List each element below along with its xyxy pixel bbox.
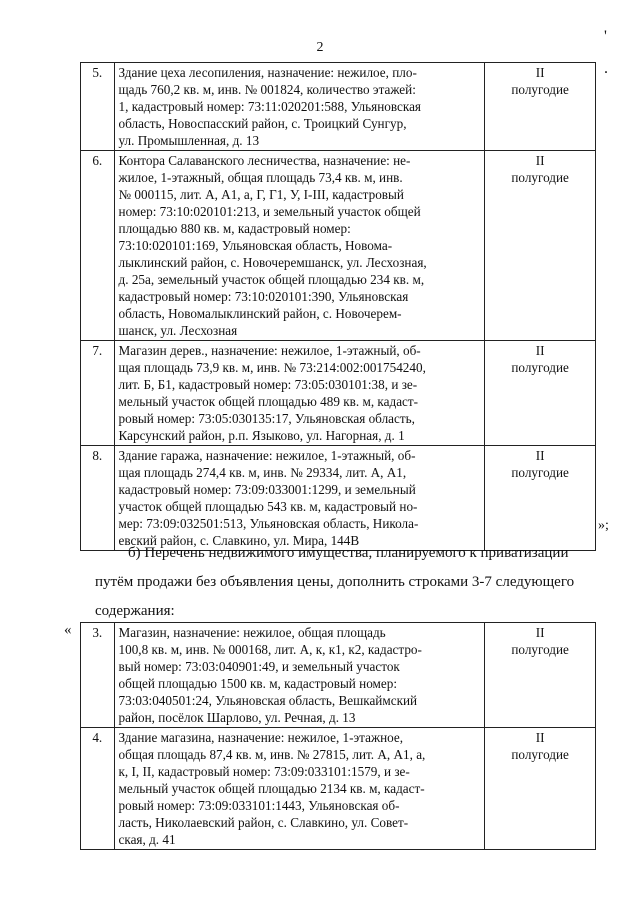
privatization-period: [485, 728, 596, 850]
description-line: 73:10:020101:169, Ульяновская область, Новома-: [118, 238, 393, 253]
property-row: [81, 728, 596, 850]
paragraph-line: б) Перечень недвижимого имущества, планируемого к приватизации: [128, 545, 569, 561]
property-description: [114, 446, 485, 551]
property-table-2: [80, 622, 596, 850]
property-description: [114, 341, 485, 446]
privatization-period: [485, 623, 596, 728]
description-line: Магазин, назначение: нежилое, общая площадь: [118, 625, 386, 640]
description-line: щая площадь 73,9 кв. м, инв. № 73:214:002:001754240,: [118, 360, 426, 375]
description-line: 73:03:040501:24, Ульяновская область, Вешкаймский: [118, 693, 418, 708]
description-line: Здание цеха лесопиления, назначение: нежилое, пло-: [118, 65, 417, 80]
table1-closing-quote: »;: [598, 518, 609, 533]
description-line: жилое, 1-этажный, общая площадь 73,4 кв. м, инв.: [118, 170, 403, 185]
row-number: 5.: [81, 63, 115, 151]
description-line: область, Новоспасский район, с. Троицкий Сунгур,: [118, 116, 407, 131]
description-line: к, I, II, кадастровый номер: 73:09:033101:1579, и зе-: [118, 764, 410, 779]
description-line: 1, кадастровый номер: 73:11:020201:588, Ульяновская: [118, 99, 421, 114]
description-line: щая площадь 274,4 кв. м, инв. № 29334, лит. А, А1,: [118, 465, 407, 480]
property-row: [81, 151, 596, 341]
property-description: [114, 728, 485, 850]
page-number: 2: [316, 40, 324, 55]
description-line: номер: 73:10:020101:213, и земельный участок общей: [118, 204, 421, 219]
period-line: полугодие: [511, 642, 569, 657]
row-number: 8.: [81, 446, 115, 551]
row-number: 3.: [81, 623, 115, 728]
property-row: [81, 63, 596, 151]
privatization-period: [485, 63, 596, 151]
period-line: II: [535, 730, 545, 745]
description-line: участок общей площадью 543 кв. м, кадастровый но-: [118, 499, 418, 514]
privatization-period: [485, 341, 596, 446]
description-line: лыклинский район, с. Новочеремшанск, ул. Лесхозная,: [118, 255, 427, 270]
row-number: 7.: [81, 341, 115, 446]
description-line: ровый номер: 73:09:033101:1443, Ульяновская об-: [118, 798, 400, 813]
period-line: II: [535, 65, 545, 80]
property-row: [81, 341, 596, 446]
description-line: кадастровый номер: 73:09:033001:1299, и земельный: [118, 482, 416, 497]
description-line: площадью 880 кв. м, кадастровый номер:: [118, 221, 351, 236]
description-line: Магазин дерев., назначение: нежилое, 1-этажный, об-: [118, 343, 421, 358]
paragraph-line: путём продажи без объявления цены, дополнить строками 3-7 следующего: [95, 574, 575, 590]
description-line: общей площадью 1500 кв. м, кадастровый номер:: [118, 676, 398, 691]
description-line: мельный участок общей площадью 2134 кв. м, кадаст-: [118, 781, 425, 796]
description-line: шанск, ул. Лесхозная: [118, 323, 238, 338]
description-line: ровый номер: 73:05:030135:17, Ульяновская область,: [118, 411, 415, 426]
privatization-period: [485, 446, 596, 551]
period-line: полугодие: [511, 360, 569, 375]
description-line: мельный участок общей площадью 489 кв. м, кадаст-: [118, 394, 419, 409]
property-description: [114, 623, 485, 728]
description-line: мер: 73:09:032501:513, Ульяновская область, Никола-: [118, 516, 419, 531]
description-line: область, Новомалыклинский район, с. Новочерем-: [118, 306, 402, 321]
period-line: II: [535, 625, 545, 640]
period-line: полугодие: [511, 747, 569, 762]
description-line: кадастровый номер: 73:10:020101:390, Ульяновская: [118, 289, 409, 304]
property-description: [114, 63, 485, 151]
period-line: полугодие: [511, 465, 569, 480]
description-line: лит. Б, Б1, кадастровый номер: 73:05:030101:38, и зе-: [118, 377, 418, 392]
description-line: район, посёлок Шарлово, ул. Речная, д. 13: [118, 710, 356, 725]
description-line: Карсунский район, р.п. Языково, ул. Нагорная, д. 1: [118, 428, 405, 443]
description-line: ская, д. 41: [118, 832, 176, 847]
top-mark: ': [604, 28, 607, 45]
description-line: щадь 760,2 кв. м, инв. № 001824, количество этажей:: [118, 82, 416, 97]
description-line: д. 25а, земельный участок общей площадью 234 кв. м,: [118, 272, 425, 287]
description-line: 100,8 кв. м, инв. № 000168, лит. А, к, к1, к2, кадастро-: [118, 642, 422, 657]
side-mark: .: [604, 60, 608, 77]
description-line: ул. Промышленная, д. 13: [118, 133, 260, 148]
property-table-1: [80, 62, 596, 551]
table2-opening-quote: «: [64, 622, 72, 638]
period-line: полугодие: [511, 170, 569, 185]
row-number: 6.: [81, 151, 115, 341]
property-row: [81, 446, 596, 551]
description-line: Здание гаража, назначение: нежилое, 1-этажный, об-: [118, 448, 416, 463]
description-line: Здание магазина, назначение: нежилое, 1-этажное,: [118, 730, 404, 745]
row-number: 4.: [81, 728, 115, 850]
description-line: ласть, Николаевский район, с. Славкино, ул. Совет-: [118, 815, 409, 830]
period-line: II: [535, 153, 545, 168]
description-line: № 000115, лит. А, А1, а, Г, Г1, У, I-III, кадастровый: [118, 187, 404, 202]
description-line: общая площадь 87,4 кв. м, инв. № 27815, лит. А, А1, а,: [118, 747, 426, 762]
property-row: [81, 623, 596, 728]
property-description: [114, 151, 485, 341]
period-line: II: [535, 343, 545, 358]
description-line: вый номер: 73:03:040901:49, и земельный участок: [118, 659, 400, 674]
paragraph-line: содержания:: [95, 603, 175, 619]
privatization-period: [485, 151, 596, 341]
period-line: II: [535, 448, 545, 463]
description-line: Контора Салаванского лесничества, назначение: не-: [118, 153, 411, 168]
description-line: евский район, с. Славкино, ул. Мира, 144В: [118, 533, 360, 548]
period-line: полугодие: [511, 82, 569, 97]
amendment-paragraph: [95, 539, 600, 626]
